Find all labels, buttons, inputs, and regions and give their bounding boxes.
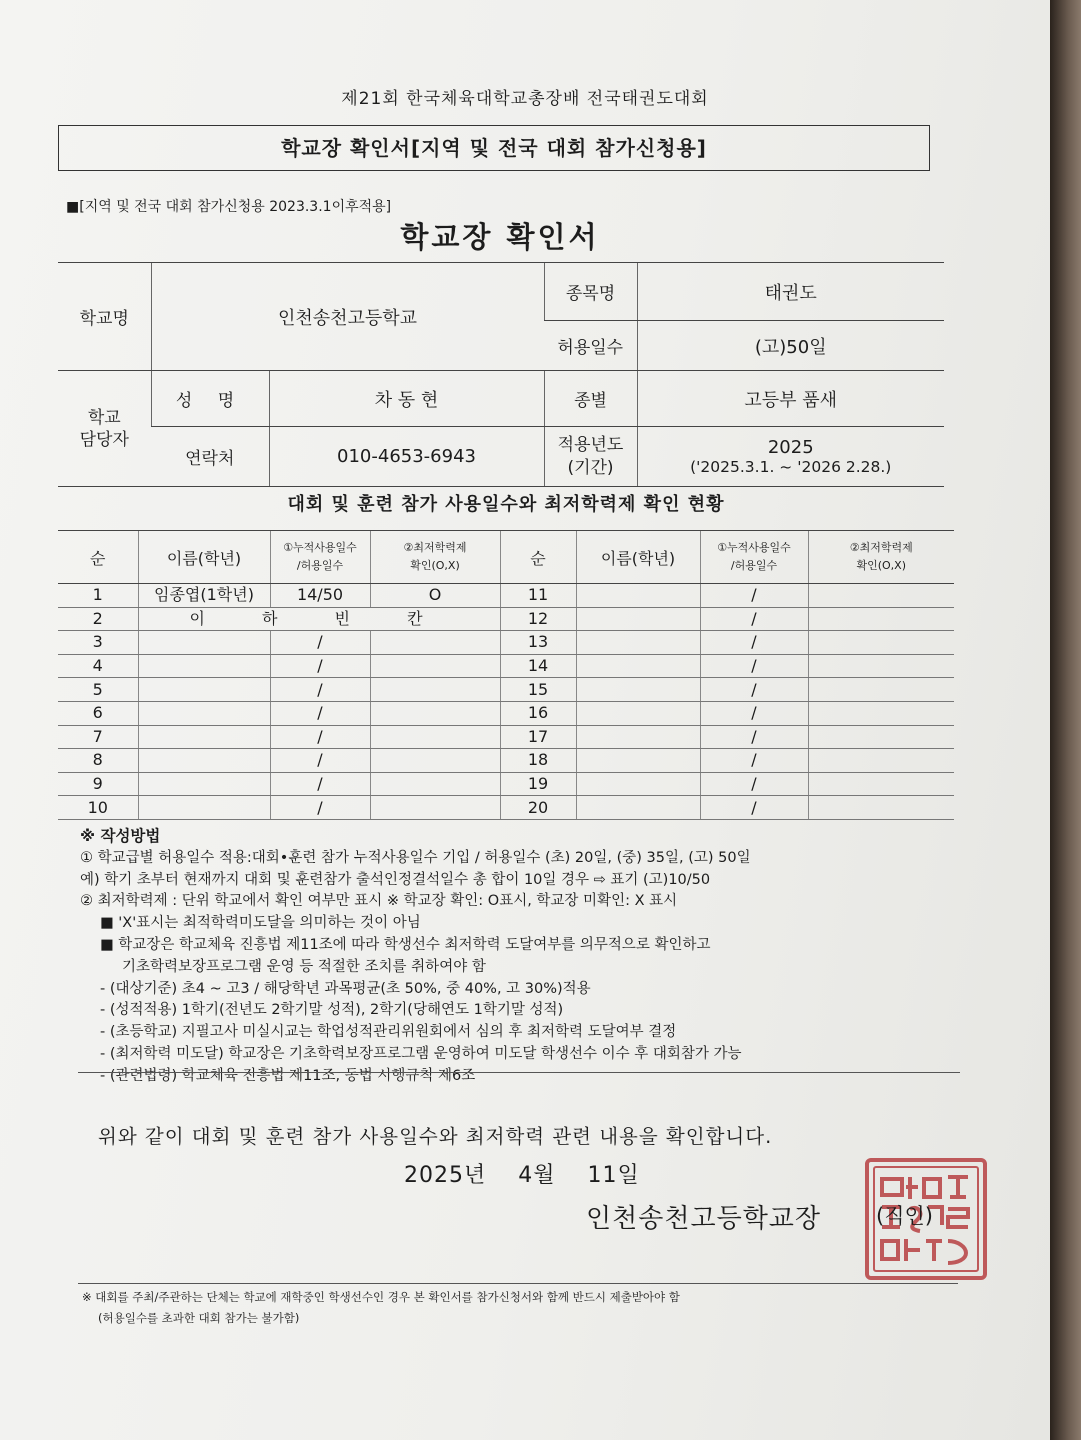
student-name [138,701,270,725]
row-number: 3 [58,631,138,655]
table-row [58,725,954,749]
student-name [576,607,700,631]
instruction-line: - (대상기준) 초4 ~ 고3 / 해당학년 과목평균(초 50%, 중 40%, 고 30%)적용 [100,980,591,997]
instruction-line: 예) 학기 초부터 현재까지 대회 및 훈련참가 출석인정결석일수 총 합이 10일 경우 ⇨ 표기 (고)10/50 [80,871,711,888]
divider [78,1072,960,1073]
used-days: 14/50 [270,584,370,608]
event-label: 종목명 [544,263,637,321]
instruction-line: 기초학력보장프로그램 운영 등 적절한 조치를 취하여야 함 [122,958,486,975]
min-academic-check [370,796,500,820]
row-number: 19 [500,772,576,796]
used-days: / [700,701,808,725]
used-days: / [270,654,370,678]
col-header-no: 순 [58,531,138,584]
applicability-note: ■[지역 및 전국 대회 참가신청용 2023.3.1이후적용] [66,199,392,215]
used-days: / [700,749,808,773]
person-name-label: 성 명 [151,371,269,427]
contact-value: 010-4653-6943 [269,427,544,487]
min-academic-check [808,725,954,749]
row-number: 8 [58,749,138,773]
used-days: / [270,701,370,725]
form-box-title: 학교장 확인서[지역 및 전국 대회 참가신청용] [58,125,930,171]
instructions-heading: ※ 작성방법 [80,827,161,845]
row-number: 16 [500,701,576,725]
person-name-value: 차 동 현 [269,371,544,427]
col-header-min-right: ②최저학력제 확인(O,X) [808,531,954,584]
issue-date [404,1158,664,1189]
category-value: 고등부 품새 [637,371,944,427]
table-row [58,678,954,702]
table-row [58,654,954,678]
manager-label: 학교 담당자 [58,371,151,487]
student-name [138,725,270,749]
date-day: 11일 [587,1163,640,1188]
footnote-line: ※ 대회를 주최/주관하는 단체는 학교에 재학중인 학생선수인 경우 본 확인서를 참가신청서와 함께 반드시 제출받아야 함 [82,1290,680,1304]
min-academic-check [370,701,500,725]
min-academic-check [370,631,500,655]
instruction-line: ■ 학교장은 학교체육 진흥법 제11조에 따라 학생선수 최저학력 도달여부를 의무적으로 확인하고 [100,936,711,953]
category-label: 종별 [544,371,637,427]
allowed-days-value: (고)50일 [637,321,944,371]
date-month: 4월 [518,1163,556,1188]
min-academic-check [370,725,500,749]
student-name [576,701,700,725]
used-days: / [700,584,808,608]
event-value: 태권도 [637,263,944,321]
row-number: 7 [58,725,138,749]
min-academic-check [808,654,954,678]
table-row [58,701,954,725]
used-days: / [700,796,808,820]
min-academic-check [370,749,500,773]
min-academic-check [808,772,954,796]
school-name-label: 학교명 [58,263,151,371]
instruction-line: - (성적적용) 1학기(전년도 2학기말 성적), 2학기(당해연도 1학기말 성적) [100,1002,564,1019]
used-days: / [270,725,370,749]
row-number: 10 [58,796,138,820]
document-title: 학교장 확인서 [400,220,600,254]
student-name [138,749,270,773]
row-number: 5 [58,678,138,702]
min-academic-check [370,678,500,702]
used-days: / [700,772,808,796]
table-row [58,749,954,773]
row-number: 2 [58,607,138,631]
min-academic-check [808,584,954,608]
table-row [58,584,954,608]
school-name-value: 인천송천고등학교 [151,263,544,371]
instructions [80,826,960,1088]
min-academic-check [370,654,500,678]
used-days: / [700,654,808,678]
allowed-days-label: 허용일수 [544,321,637,371]
student-name: 임종엽(1학년) [138,584,270,608]
contact-label: 연락처 [151,427,269,487]
min-academic-check [808,678,954,702]
min-academic-check: O [370,584,500,608]
student-name [576,584,700,608]
used-days: / [700,607,808,631]
min-academic-check [808,796,954,820]
used-days: / [700,725,808,749]
row-number: 11 [500,584,576,608]
footnote-line: (허용일수를 초과한 대회 참가는 불가함) [98,1311,300,1325]
table-row [58,772,954,796]
instruction-line: - (관련법령) 학교체육 진흥법 제11조, 동법 시행규칙 제6조 [100,1067,476,1084]
row-number: 18 [500,749,576,773]
student-name [576,749,700,773]
used-days: / [700,678,808,702]
table-row [58,607,954,631]
student-name [138,796,270,820]
date-year: 2025년 [404,1163,487,1188]
student-name [138,631,270,655]
student-name [576,796,700,820]
row-number: 9 [58,772,138,796]
row-number: 1 [58,584,138,608]
confirmation-statement: 위와 같이 대회 및 훈련 참가 사용일수와 최저학력 관련 내용을 확인합니다. [98,1125,773,1148]
min-academic-check [808,631,954,655]
row-number: 17 [500,725,576,749]
instruction-line: - (초등학교) 지필고사 미실시교는 학업성적관리위원회에서 심의 후 최저학력 도달여부 결정 [100,1024,677,1041]
instruction-line: - (최저학력 미도달) 학교장은 기초학력보장프로그램 운영하여 미도달 학생선수 이수 후 대회참가 가능 [100,1045,742,1062]
blank-below-marker: 이 하 빈 칸 [138,607,500,631]
student-name [138,772,270,796]
row-number: 4 [58,654,138,678]
student-name [138,654,270,678]
used-days: / [270,772,370,796]
principal-signature-line: 인천송천고등학교장 [586,1204,822,1234]
desk-background [1050,0,1081,1440]
table-row [58,631,954,655]
used-days: / [270,678,370,702]
student-name [576,631,700,655]
used-days: / [270,749,370,773]
contest-title: 제21회 한국체육대학교총장배 전국태권도대회 [341,89,709,109]
col-header-days: ①누적사용일수 /허용일수 [270,531,370,584]
student-name [576,772,700,796]
min-academic-check [808,749,954,773]
instruction-line: ■ 'X'표시는 최적학력미도달을 의미하는 것이 아님 [100,915,421,932]
used-days: / [270,796,370,820]
row-number: 13 [500,631,576,655]
student-name [576,725,700,749]
col-header-no-right: 순 [500,531,576,584]
row-number: 15 [500,678,576,702]
table-row [58,796,954,820]
period-cell [637,427,944,487]
status-table [58,530,954,820]
min-academic-check [808,701,954,725]
school-info-table [58,262,944,487]
col-header-days-right: ①누적사용일수 /허용일수 [700,531,808,584]
min-academic-check [808,607,954,631]
status-table-body [58,584,954,820]
col-header-min: ②최저학력제 확인(O,X) [370,531,500,584]
col-header-name: 이름(학년) [138,531,270,584]
period-range: ('2025.3.1. ~ '2026 2.28.) [690,458,892,476]
seal-label: (직인) [876,1204,933,1228]
row-number: 12 [500,607,576,631]
used-days: / [700,631,808,655]
divider [78,1283,958,1284]
period-year: 2025 [767,437,814,458]
col-header-name-right: 이름(학년) [576,531,700,584]
footnote [82,1287,680,1329]
min-academic-check [370,772,500,796]
used-days: / [270,631,370,655]
instruction-line: ① 학교급별 허용일수 적용:대회•훈련 참가 누적사용일수 기입 / 허용일수 (초) 20일, (중) 35일, (고) 50일 [80,849,751,866]
student-name [576,678,700,702]
row-number: 14 [500,654,576,678]
status-section-title: 대회 및 훈련 참가 사용일수와 최저학력제 확인 현황 [287,494,725,515]
instruction-line: ② 최저학력제 : 단위 학교에서 확인 여부만 표시 ※ 학교장 확인: O표시, 학교장 미확인: X 표시 [80,893,678,910]
period-label: 적용년도 (기간) [544,427,637,487]
row-number: 6 [58,701,138,725]
row-number: 20 [500,796,576,820]
student-name [138,678,270,702]
student-name [576,654,700,678]
